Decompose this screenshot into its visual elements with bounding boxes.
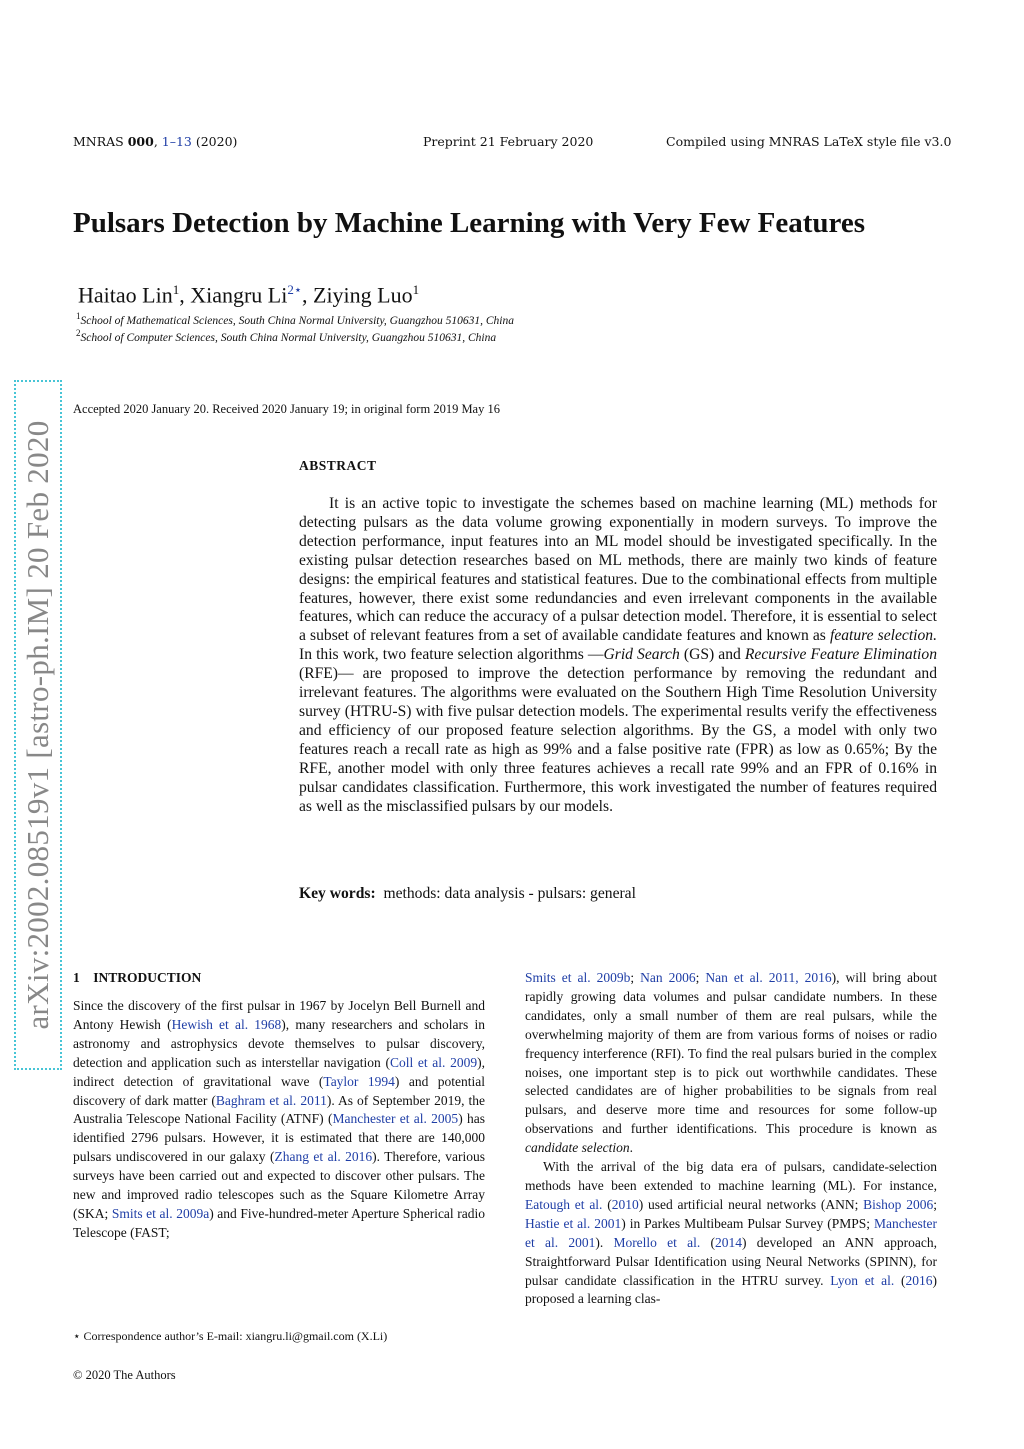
citation-link[interactable]: Coll et al. 2009 [389, 1054, 478, 1070]
paper-title: Pulsars Detection by Machine Learning with Very Few Features [73, 207, 866, 239]
author-list: Haitao Lin$^1$, Xiangru $Li^{2⋆}$, Ziying Luo$^1$ [78, 282, 420, 308]
journal-reference: MNRAS 000, 1–13 (2020) [73, 134, 238, 149]
preprint-date: Preprint 21 February 2020 [423, 134, 594, 149]
author-name: Ziying Luo [313, 282, 413, 308]
citation-link[interactable]: Smits et al. 2009b [525, 970, 631, 985]
abstract-heading: ABSTRACT [299, 458, 377, 473]
correspondence-footnote: ⋆ Correspondence author’s E-mail: xiangru.li@gmail.com (X.Li) [73, 1329, 388, 1343]
paragraph: With the arrival of the big data era of pulsars, candidate-selection methods have been extended to machine learning (ML). For instance, Eatough et al. (2010) used artificial neural networks (ANN; Bishop 2006; Hastie et al. 2001) in Parkes Multibeam Pulsar Survey (PMPS; Manchester et al. 2001). Morello et al. (2014) developed an ANN approach, Straightforward Pulsar Identification using Neural Networks (SPINN), for pulsar candidate classification in the HTRU survey. Lyon et al. (2016) proposed a learning clas- [525, 1159, 937, 1307]
citation-link[interactable]: Manchester et al. 2005 [332, 1111, 459, 1127]
citation-link[interactable]: 2014 [715, 1234, 742, 1250]
citation-link[interactable]: Nan et al. 2011, 2016 [705, 970, 832, 985]
keywords-text: methods: data analysis - pulsars: general [383, 885, 636, 902]
keywords [299, 885, 636, 903]
author-affil-mark: 1 [412, 282, 420, 297]
paragraph: Since the discovery of the first pulsar in 1967 by Jocelyn Bell Burnell and Antony Hewish (Hewish et al. 1968), many researchers and scholars in astronomy and astrophysics devote themselves to pulsar discovery, detection and application such as interstellar navigation (Coll et al. 2009), indirect detection of gravitational wave (Taylor 1994) and potential discovery of dark matter (Baghram et al. 2011). As of September 2019, the Australia Telescope National Facility (ATNF) (Manchester et al. 2005) has identified 2796 pulsars. However, it is estimated that there are 140,000 pulsars undiscovered in our galaxy (Zhang et al. 2016). Therefore, various surveys have been carried out and expected to discover other pulsars. The new and improved radio telescopes such as the Square Kilometre Array (SKA; Smits et al. 2009a) and Five-hundred-meter Aperture Spherical radio Telescope (FAST; [73, 998, 486, 1240]
affiliation: $^2$School of Computer Sciences, South China Normal University, Guangzhou 510631, China [76, 328, 497, 344]
author-name: Haitao Lin [78, 282, 173, 308]
running-header [73, 134, 952, 154]
citation-link[interactable]: Smits et al. 2009a [111, 1205, 210, 1221]
received-accepted-dates: Accepted 2020 January 20. Received 2020 January 19; in original form 2019 May 16 [73, 402, 500, 416]
arxiv-id: arXiv:2002.08519v1 [astro-ph.IM] 20 Feb 2020 [20, 420, 55, 1030]
citation-link[interactable]: Baghram et al. 2011 [215, 1092, 327, 1108]
copyright-notice: © 2020 The Authors [73, 1368, 176, 1382]
author-affil-mark: 1 [172, 282, 180, 297]
citation-link[interactable]: Eatough et al. [525, 1196, 603, 1212]
paragraph: Smits et al. 2009b; Nan 2006; Nan et al. 2011, 2016), will bring about rapidly growing data volumes and pulsar candidate numbers. In these candidates, only a small number of them are real pulsars, while the overwhelming majority of them are from various forms of noises or radio frequency interference (RFI). To find the real pulsars buried in the complex noises, one important step is to pick out worthwhile candidates. These selected candidates are of higher probabilities to be signals from real pulsars, and deserve more time and resources for some follow-up observations and further identifications. This procedure is known as candidate selection. [525, 970, 937, 1156]
citation-link[interactable]: Bishop 2006 [863, 1196, 934, 1212]
arxiv-stamp[interactable] [14, 380, 62, 1070]
body-column-left [73, 997, 485, 1243]
citation-link[interactable]: 2010 [611, 1196, 639, 1212]
citation-link[interactable]: Taylor 1994 [323, 1073, 395, 1089]
citation-link[interactable]: Lyon et al. [830, 1272, 895, 1288]
citation-link[interactable]: Zhang et al. 2016 [274, 1149, 373, 1165]
citation-link[interactable]: 2016 [905, 1272, 933, 1288]
section-heading: 1 INTRODUCTION [73, 970, 202, 985]
abstract-body: It is an active topic to investigate the schemes based on machine learning (ML) methods for detecting pulsars as the data volume growing exponentially in modern surveys. To improve the detection performance, input features into an ML model should be investigated specifically. In the existing pulsar detection researches based on ML methods, there are mainly two kinds of feature designs: the empirical features and statistical features. Due to the combinational effects from multiple features, however, there exist some redundancies and even irrelevant components in the available features, which can reduce the accuracy of a pulsar detection model. Therefore, it is essential to select a subset of relevant features from a set of available candidate features and known as feature selection. In this work, two feature selection algorithms —Grid Search (GS) and Recursive Feature Elimination (RFE)— are proposed to improve the detection performance by removing the redundant and irrelevant features. The algorithms were evaluated on the Southern High Time Resolution University survey (HTRU-S) with five pulsar detection models. The experimental results verify the effectiveness and efficiency of our proposed feature selection algorithms. By the GS, a model with only two features reach a recall rate as high as 99% and a false positive rate (FPR) as low as 0.65%; By the RFE, another model with only three features achieves a recall rate 99% and an FPR of 0.16% in pulsar candidates classification. Furthermore, this work investigated the number of features required as well as the misclassified pulsars by our models. [299, 495, 938, 815]
citation-link[interactable]: Hewish et al. 1968 [171, 1016, 282, 1032]
author-name: Xiangru Li [190, 282, 288, 308]
body-column-right [525, 969, 937, 1309]
citation-link[interactable]: Nan 2006 [640, 970, 696, 985]
compiled-note: Compiled using MNRAS LaTeX style file v3.0 [666, 134, 952, 149]
citation-link[interactable]: Manchester et al. 2001 [525, 1215, 937, 1250]
keywords-label: Key words: [299, 885, 376, 902]
page-range-link[interactable]: 1–13 [161, 134, 192, 149]
correspondence-mark[interactable]: 2⋆ [287, 282, 302, 297]
affiliation: $^1$School of Mathematical Sciences, South China Normal University, Guangzhou 510631, China [76, 311, 514, 327]
citation-link[interactable]: Hastie et al. 2001 [525, 1215, 622, 1231]
citation-link[interactable]: Morello et al. [613, 1234, 701, 1250]
